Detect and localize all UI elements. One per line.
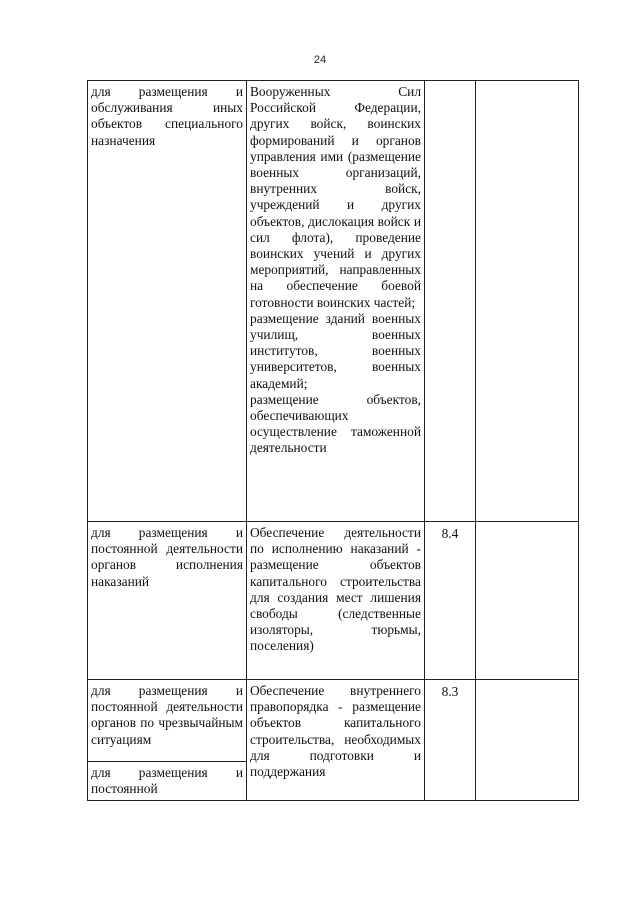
purpose-cell: для размещения и постоянной деятельности органов исполнения наказаний — [88, 522, 247, 680]
page-number: 24 — [313, 54, 327, 66]
land-use-table — [87, 80, 579, 801]
purpose-cell: для размещения и постоянной деятельности органов по чрезвычайным ситуациям — [88, 680, 247, 762]
empty-cell — [476, 680, 579, 801]
table-row — [88, 81, 579, 522]
table-row — [88, 522, 579, 680]
empty-cell — [476, 522, 579, 680]
table-row — [88, 680, 579, 762]
code-cell — [425, 81, 476, 522]
description-cell: Обеспечение деятельности по исполнению наказаний - размещение объектов капитального строительства для создания мест лишения свободы (следственные изоляторы, тюрьмы, поселения) — [247, 522, 425, 680]
purpose-cell: для размещения и постоянной — [88, 762, 247, 801]
empty-cell — [476, 81, 579, 522]
purpose-cell: для размещения и обслуживания иных объектов специального назначения — [88, 81, 247, 522]
code-cell: 8.4 — [425, 522, 476, 680]
code-cell: 8.3 — [425, 680, 476, 801]
description-cell: Вооруженных Сил Российской Федерации, других войск, воинских формирований и органов управления ими (размещение военных организаций, внутренних войск, учреждений и других объектов, дислокация войск и сил флота), проведение воинских учений и других мероприятий, направленных на обеспечение боевой готовности воинских частей; размещение зданий военных училищ, военных институтов, военных университетов, военных академий; размещение объектов, обеспечивающих осуществление таможенной деятельности — [247, 81, 425, 522]
description-cell: Обеспечение внутреннего правопорядка - размещение объектов капитального строительства, необходимых для подготовки и поддержания — [247, 680, 425, 801]
